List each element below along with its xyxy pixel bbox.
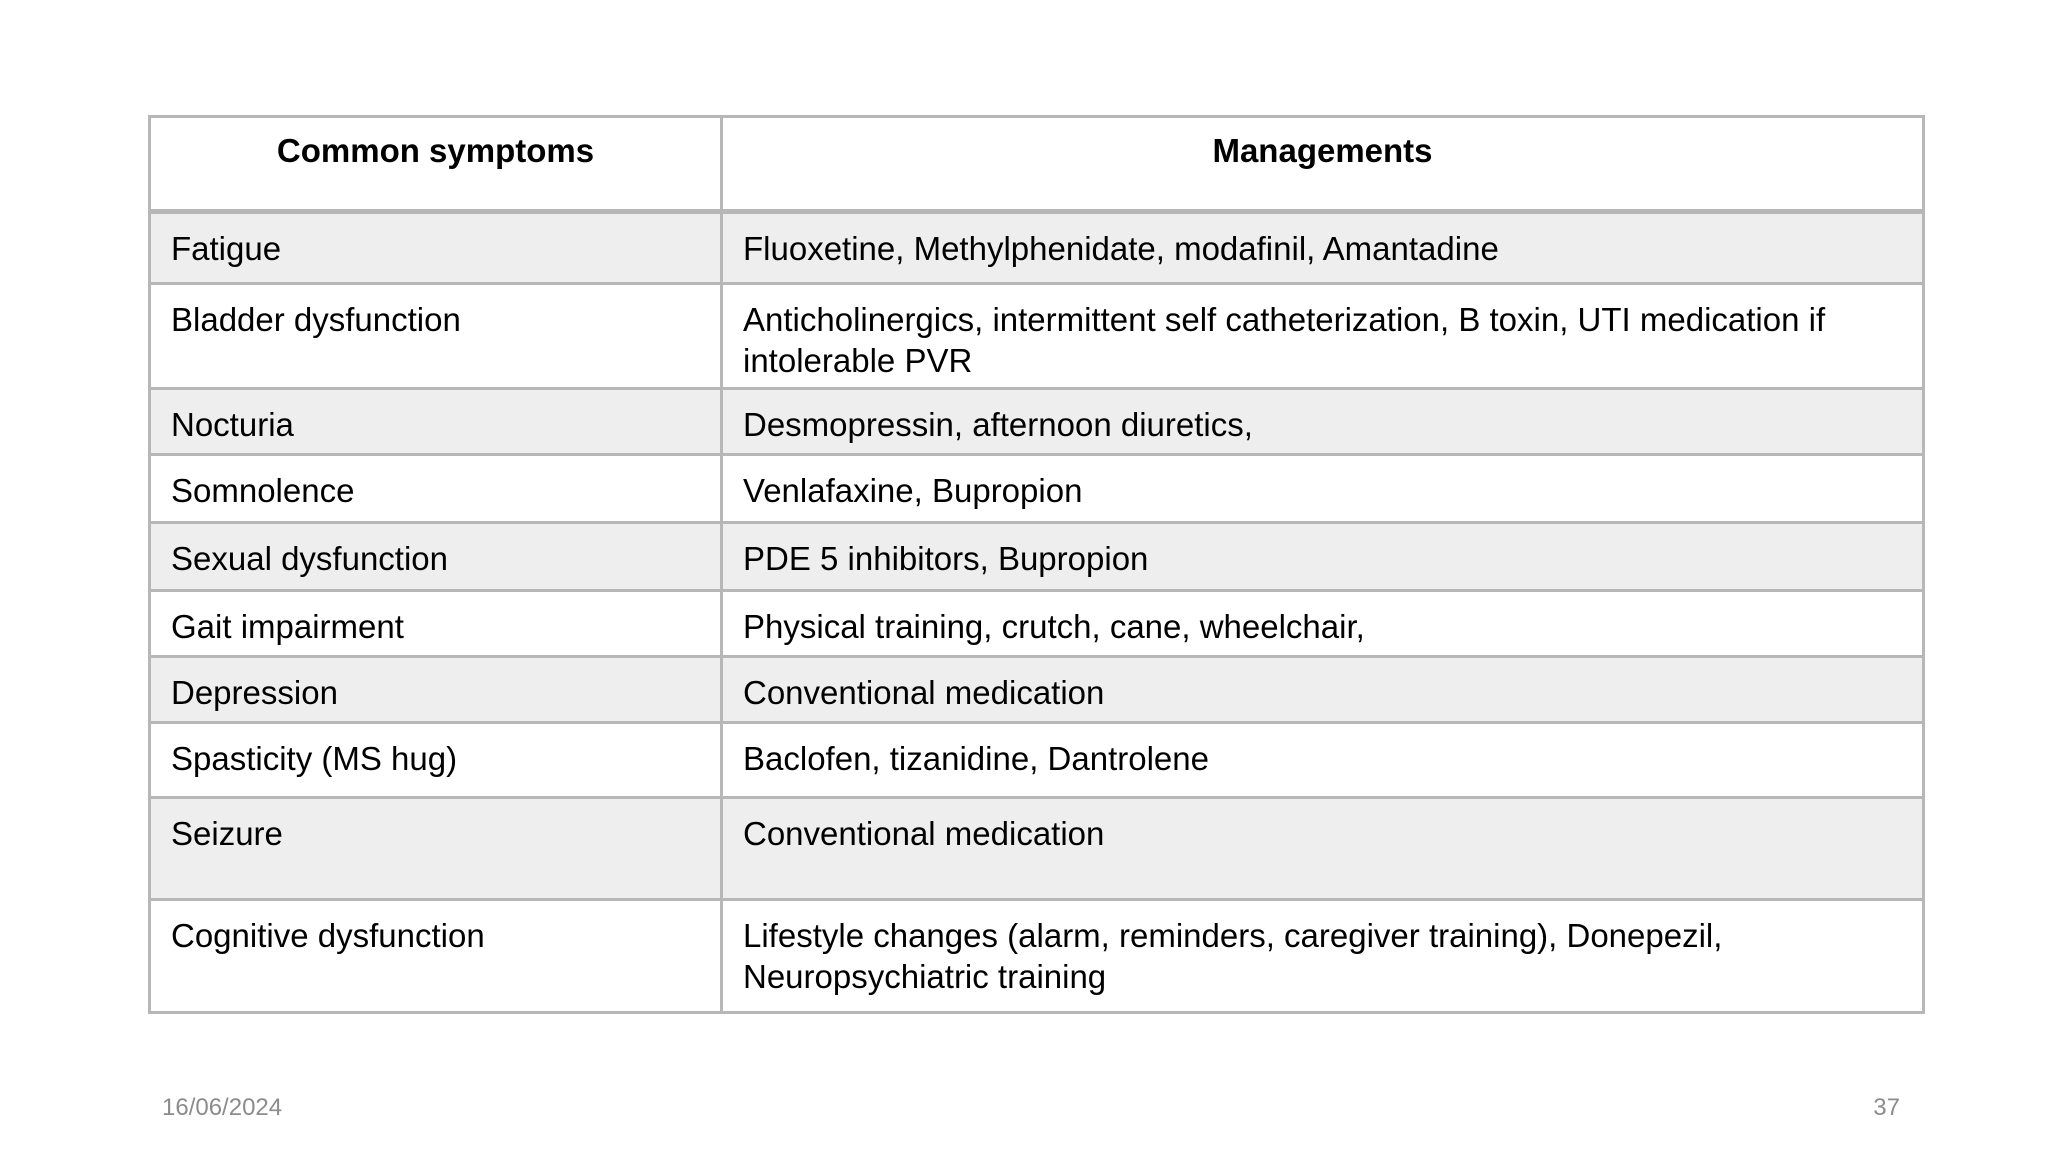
- symptom-cell: Cognitive dysfunction: [150, 900, 722, 1013]
- table-row: [150, 523, 1924, 591]
- table-header-row: [150, 117, 1924, 212]
- table-row: [150, 900, 1924, 1013]
- header-common-symptoms: Common symptoms: [150, 117, 722, 212]
- table-row: [150, 212, 1924, 284]
- footer-date: 16/06/2024: [162, 1094, 283, 1121]
- table-row: [150, 657, 1924, 723]
- management-cell: Conventional medication: [722, 657, 1924, 723]
- header-managements: Managements: [722, 117, 1924, 212]
- management-cell: Conventional medication: [722, 798, 1924, 900]
- symptom-cell: Sexual dysfunction: [150, 523, 722, 591]
- management-cell: Physical training, crutch, cane, wheelchair,: [722, 591, 1924, 657]
- symptoms-management-table: [148, 115, 1925, 1014]
- management-cell: Baclofen, tizanidine, Dantrolene: [722, 723, 1924, 798]
- management-cell: Lifestyle changes (alarm, reminders, caregiver training), Donepezil, Neuropsychiatric training: [722, 900, 1924, 1013]
- table-row: [150, 389, 1924, 455]
- management-cell: Desmopressin, afternoon diuretics,: [722, 389, 1924, 455]
- management-cell: Venlafaxine, Bupropion: [722, 455, 1924, 523]
- table-row: [150, 798, 1924, 900]
- symptom-cell: Somnolence: [150, 455, 722, 523]
- symptom-cell: Spasticity (MS hug): [150, 723, 722, 798]
- table-row: [150, 723, 1924, 798]
- table-row: [150, 591, 1924, 657]
- management-cell: PDE 5 inhibitors, Bupropion: [722, 523, 1924, 591]
- table-row: [150, 455, 1924, 523]
- footer-page-number: 37: [1873, 1094, 1900, 1121]
- symptom-cell: Seizure: [150, 798, 722, 900]
- management-cell: Fluoxetine, Methylphenidate, modafinil, Amantadine: [722, 212, 1924, 284]
- management-cell: Anticholinergics, intermittent self catheterization, B toxin, UTI medication if intolerable PVR: [722, 284, 1924, 389]
- symptom-cell: Nocturia: [150, 389, 722, 455]
- symptom-cell: Depression: [150, 657, 722, 723]
- table-row: [150, 284, 1924, 389]
- symptom-cell: Bladder dysfunction: [150, 284, 722, 389]
- symptom-cell: Fatigue: [150, 212, 722, 284]
- symptom-cell: Gait impairment: [150, 591, 722, 657]
